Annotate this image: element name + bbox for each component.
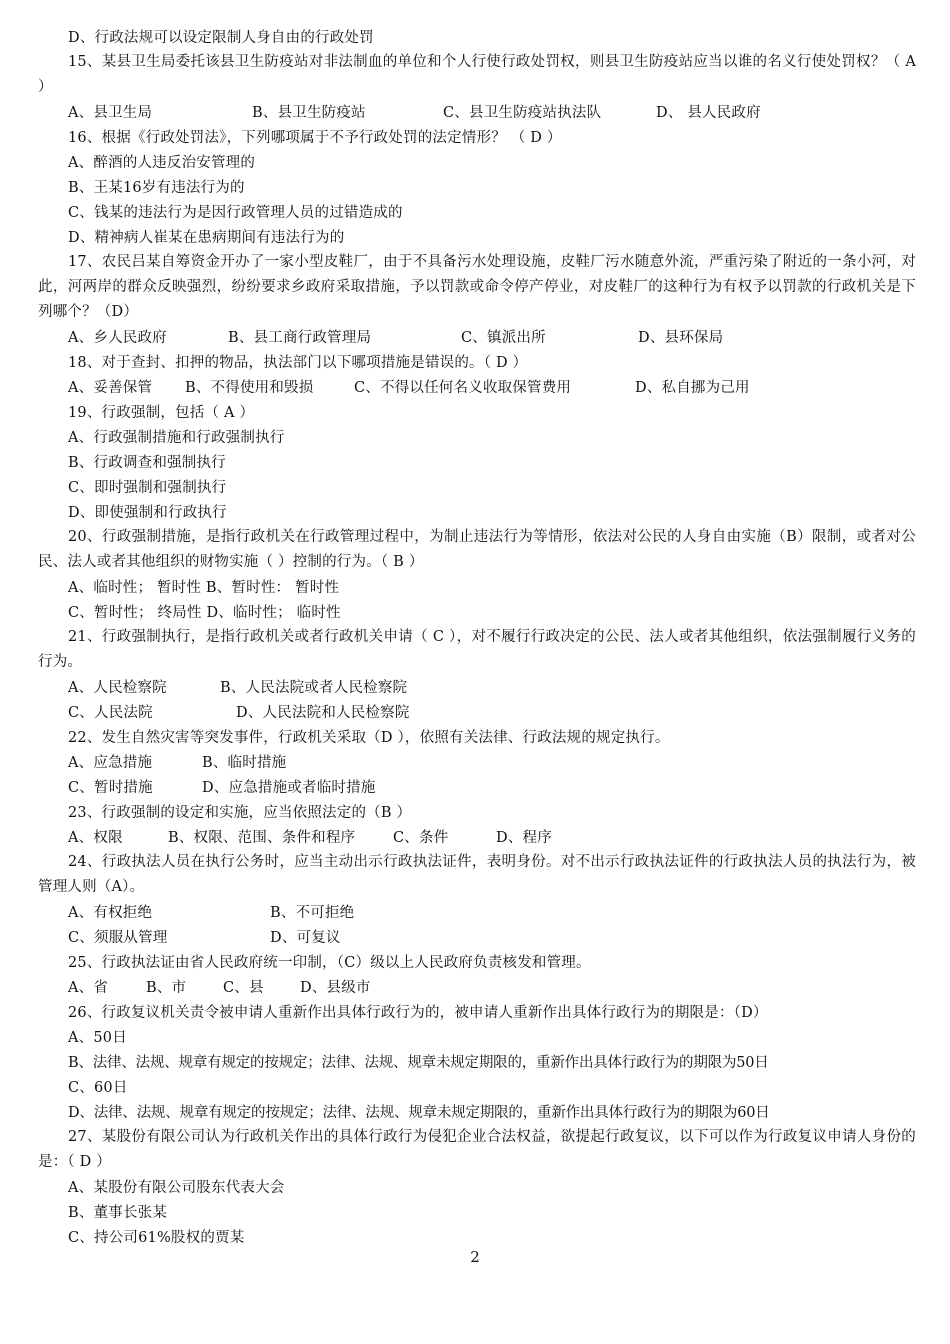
- q26-option-a: A、50日: [68, 1030, 127, 1046]
- q18-option-b: B、不得使用和毁损: [185, 380, 314, 396]
- question-25: 25、行政执法证由省人民政府统一印制，（C）级以上人民政府负责核发和管理。: [68, 955, 591, 971]
- q16-option-c: C、钱某的违法行为是因行政管理人员的过错造成的: [68, 205, 403, 221]
- q27-option-c: C、持公司61%股权的贾某: [68, 1230, 245, 1246]
- q20-options-cd: C、暂时性； 终局性 D、临时性； 临时性: [68, 605, 341, 621]
- q17-option-a: A、乡人民政府: [68, 330, 167, 346]
- q25-option-a: A、省: [68, 980, 109, 996]
- page-number: 2: [470, 1248, 480, 1266]
- q15-option-a: A、县卫生局: [68, 105, 153, 121]
- question-24: 24、行政执法人员在执行公务时，应当主动出示行政执法证件，表明身份。对不出示行政执法证件的行政执法人员的执法行为，被管理人则（A）。: [38, 854, 916, 895]
- q15-option-b: B、县卫生防疫站: [252, 105, 366, 121]
- q16-option-d: D、精神病人崔某在患病期间有违法行为的: [68, 230, 345, 246]
- question-16: 16、根据《行政处罚法》，下列哪项属于不予行政处罚的法定情形？ （ D ）: [68, 130, 562, 146]
- q27-option-b: B、董事长张某: [68, 1205, 168, 1221]
- question-15: 15、某县卫生局委托该县卫生防疫站对非法制血的单位和个人行使行政处罚权，则县卫生防疫站应当以谁的名义行使处罚权？（ A ）: [38, 54, 916, 95]
- q24-option-a: A、有权拒绝: [68, 905, 153, 921]
- q25-option-c: C、县: [223, 980, 264, 996]
- q21-option-c: C、人民法院: [68, 705, 153, 721]
- q23-option-b: B、权限、范围、条件和程序: [168, 830, 356, 846]
- q14-option-d: D、行政法规可以设定限制人身自由的行政处罚: [68, 30, 374, 46]
- q26-option-c: C、60日: [68, 1080, 128, 1096]
- q25-option-b: B、市: [146, 980, 187, 996]
- q25-option-d: D、县级市: [300, 980, 371, 996]
- q19-option-a: A、行政强制措施和行政强制执行: [68, 430, 285, 446]
- q17-option-b: B、县工商行政管理局: [228, 330, 372, 346]
- q23-option-a: A、权限: [68, 830, 123, 846]
- question-19: 19、行政强制，包括（ A ）: [68, 405, 255, 421]
- q18-option-c: C、不得以任何名义收取保管费用: [354, 380, 572, 396]
- q24-option-b: B、不可拒绝: [270, 905, 355, 921]
- q21-option-d: D、人民法院和人民检察院: [236, 705, 410, 721]
- q26-option-d: D、法律、法规、规章有规定的按规定；法律、法规、规章未规定期限的，重新作出具体行政行为的期限为60日: [68, 1105, 770, 1121]
- q17-option-c: C、镇派出所: [461, 330, 546, 346]
- q24-option-c: C、须服从管理: [68, 930, 168, 946]
- q18-option-a: A、妥善保管: [68, 380, 153, 396]
- q23-option-d: D、程序: [496, 830, 552, 846]
- question-26: 26、行政复议机关责令被申请人重新作出具体行政行为的，被申请人重新作出具体行政行为的期限是：（D）: [68, 1005, 768, 1021]
- q17-option-d: D、县环保局: [638, 330, 724, 346]
- q16-option-a: A、醉酒的人违反治安管理的: [68, 155, 256, 171]
- question-17: 17、农民吕某自筹资金开办了一家小型皮鞋厂，由于不具备污水处理设施，皮鞋厂污水随意外流，严重污染了附近的一条小河，对此，河两岸的群众反映强烈，纷纷要求乡政府采取措施，予以罚款或命令停产停业，对皮鞋厂的这种行为有权予以罚款的行政机关是下列哪个？（D）: [38, 254, 916, 320]
- q19-option-c: C、即时强制和强制执行: [68, 480, 227, 496]
- question-21: 21、行政强制执行，是指行政机关或者行政机关申请（ C ），对不履行行政决定的公民、法人或者其他组织，依法强制履行义务的行为。: [38, 629, 916, 670]
- question-20: 20、行政强制措施，是指行政机关在行政管理过程中，为制止违法行为等情形，依法对公民的人身自由实施（B）限制，或者对公民、法人或者其他组织的财物实施（ ）控制的行为。（ B ）: [38, 529, 916, 570]
- q22-option-d: D、应急措施或者临时措施: [202, 780, 376, 796]
- q18-option-d: D、私自挪为己用: [635, 380, 750, 396]
- q22-option-b: B、临时措施: [202, 755, 287, 771]
- q22-option-a: A、应急措施: [68, 755, 153, 771]
- q22-option-c: C、暂时措施: [68, 780, 153, 796]
- q15-option-c: C、县卫生防疫站执法队: [443, 105, 602, 121]
- q23-option-c: C、条件: [393, 830, 449, 846]
- question-18: 18、对于查封、扣押的物品，执法部门以下哪项措施是错误的。（ D ）: [68, 355, 528, 371]
- q21-option-b: B、人民法院或者人民检察院: [220, 680, 408, 696]
- question-27: 27、某股份有限公司认为行政机关作出的具体行政行为侵犯企业合法权益，欲提起行政复议，以下可以作为行政复议申请人身份的是：（ D ）: [38, 1129, 916, 1170]
- q19-option-d: D、即使强制和行政执行: [68, 505, 227, 521]
- question-23: 23、行政强制的设定和实施，应当依照法定的（B ）: [68, 805, 412, 821]
- question-22: 22、发生自然灾害等突发事件，行政机关采取（D ），依照有关法律、行政法规的规定执行。: [68, 730, 670, 746]
- q16-option-b: B、王某16岁有违法行为的: [68, 180, 245, 196]
- q15-option-d: D、 县人民政府: [656, 105, 761, 121]
- q27-option-a: A、某股份有限公司股东代表大会: [68, 1180, 285, 1196]
- q26-option-b: B、法律、法规、规章有规定的按规定；法律、法规、规章未规定期限的，重新作出具体行政行为的期限为50日: [68, 1055, 769, 1071]
- q21-option-a: A、人民检察院: [68, 680, 167, 696]
- q19-option-b: B、行政调查和强制执行: [68, 455, 226, 471]
- q24-option-d: D、可复议: [270, 930, 341, 946]
- q20-options-ab: A、临时性； 暂时性 B、暂时性： 暂时性: [68, 580, 340, 596]
